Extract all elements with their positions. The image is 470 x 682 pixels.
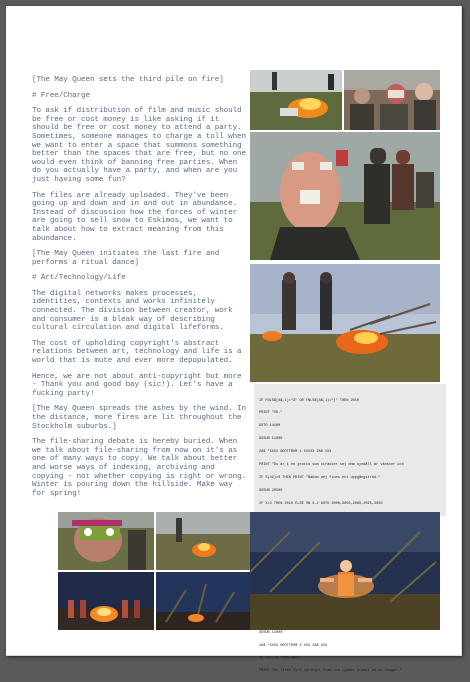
photo-masked-man — [250, 132, 440, 260]
basic-code-listing — [254, 384, 446, 674]
photo-masked-people — [344, 70, 440, 130]
photo-fire-grass — [250, 70, 342, 130]
code-line: GOSUB 11000 — [259, 437, 283, 442]
code-line: PRINT "OK." — [259, 411, 283, 416]
paragraph: The file-sharing debate is hereby buried. When we talk about file-sharing from now on it's as one of many ways to copy. We talk about better and worse ways of indexing, archiving and copying - not whether copying is right or wrong. Winter is pouring down the hillside. Make way for spring! — [32, 438, 246, 498]
photo-night-branches — [156, 572, 250, 630]
code-line: GOTO 14100 — [259, 424, 281, 429]
paragraph: The cost of upholding copyright's abstract relations between art, technology and life is a world that is mute and ever more depopulated. — [32, 339, 242, 366]
stage-direction: [The May Queen sets the third pile on fire] — [32, 76, 224, 84]
code-line: 2A$ "XXXX GROTTRUM 1 XXXXX 2A$ XXX — [259, 450, 332, 455]
section-heading: # Art/Technology/Life — [32, 274, 126, 283]
manifesto-text — [32, 76, 246, 505]
code-line: PRINT "En liten fyrk springer fram och rymmer kramer av en Pengar." — [259, 669, 402, 674]
code-line: IF S(4)=0 THEN 2030 — [259, 656, 300, 661]
paragraph: The digital networks makes processes, identities, contexts and works infinitely connected. The division between creator, work and consumer is a bleak way of describing cultural circulation and digital lifeforms. — [32, 289, 233, 333]
photo-small-fire — [156, 512, 250, 570]
code-line: IF FNLS$(A$,1)="3" OR FNLS$(A$,1)="j" THEN 2010 — [259, 398, 360, 403]
photo-masked-face-small — [58, 512, 154, 570]
stage-direction: [The May Queen initiates the last fire and performs a ritual dance] — [32, 250, 220, 267]
paragraph: To ask if distribution of film and music should be free or cost money is like asking if it should be free or cost money to attend a party. Sometimes, someone manages to charge a toll when we want to enter a space that summons something better than the spaces that are free, but no one would even think of banning free parties. When do you actually have a party, and when are you just having some fun? — [32, 107, 246, 184]
code-line: IF S(42)=0 THEN PRINT "Bakom dej finns ett uppgångsträd." — [259, 475, 381, 480]
code-line: IF X=3 THEN 2010 ELSE ON X-2 GOTO 3000,3050,2060,2025,3030 — [259, 501, 383, 506]
photo-dancer-fire — [250, 512, 440, 630]
code-line: PRINT "Du är i en grotta som sträcker sej ohm syndåll är vänster och — [259, 463, 404, 468]
section-heading: # Free/Charge — [32, 91, 90, 100]
code-line: 2A$ "XXXX GROTTRUM 3 XXX 2A$ XXX — [259, 643, 328, 648]
code-line: GOSUB 20500 — [259, 488, 283, 493]
stage-direction: [The May Queen spreads the ashes by the wind. In the distance, more fires are lit throughout the Stockholm suburbs.] — [32, 405, 246, 431]
code-line: GOSUB 11000 — [259, 630, 283, 635]
photo-crowd-night-fire — [58, 572, 154, 630]
paragraph: Hence, we are not about anti-copyright but more - Thank you and good bay (sic!). Let's have a fucking party! — [32, 372, 242, 398]
document-page — [6, 6, 462, 674]
paragraph: The files are already uploaded. They've been going up and down and in and out in abundance. Instead of discussion how the forces of winter are going to sell snow to Eskimos, we want to talk about how to extract meaning from this abundance. — [32, 191, 238, 243]
photo-fire-hill — [250, 264, 440, 382]
